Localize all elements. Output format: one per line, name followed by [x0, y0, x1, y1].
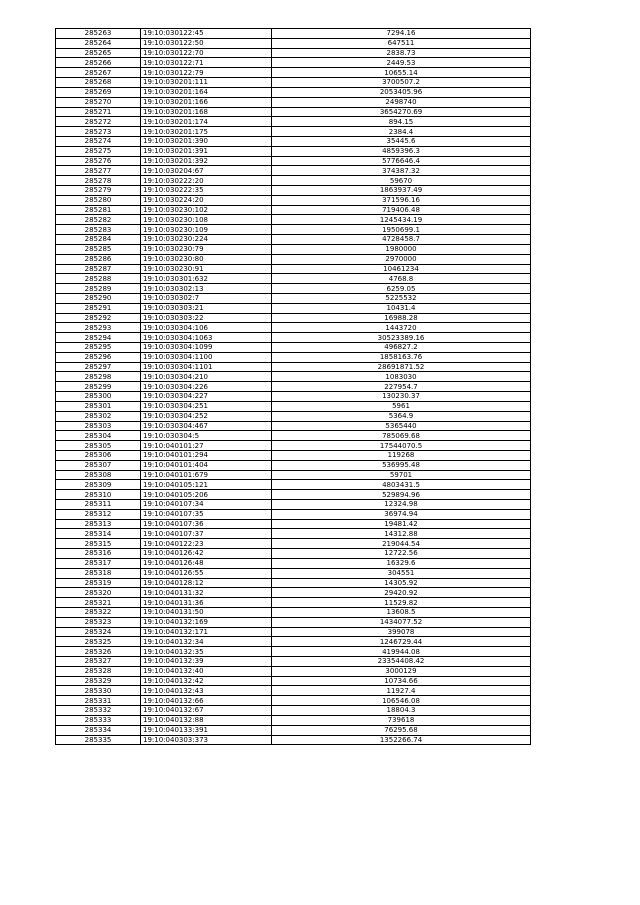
table-row — [56, 264, 531, 274]
table-row — [56, 156, 531, 166]
cadastral-number-cell: 19:10:040132:171 — [141, 627, 272, 637]
table-row — [56, 362, 531, 372]
cadastral-value-cell: 2053405.96 — [272, 87, 531, 97]
table-row — [56, 313, 531, 323]
cadastral-number-cell: 19:10:030222:35 — [141, 186, 272, 196]
row-number-cell: 285279 — [56, 186, 141, 196]
row-number-cell: 285280 — [56, 195, 141, 205]
row-number-cell: 285283 — [56, 225, 141, 235]
row-number-cell: 285295 — [56, 343, 141, 353]
cadastral-value-cell: 13608.5 — [272, 607, 531, 617]
row-number-cell: 285300 — [56, 392, 141, 402]
row-number-cell: 285270 — [56, 97, 141, 107]
table-row — [56, 539, 531, 549]
cadastral-number-cell: 19:10:040126:55 — [141, 568, 272, 578]
cadastral-value-cell: 16988.28 — [272, 313, 531, 323]
table-row — [56, 127, 531, 137]
table-row — [56, 293, 531, 303]
cadastral-value-cell: 219044.54 — [272, 539, 531, 549]
table-row — [56, 29, 531, 39]
row-number-cell: 285273 — [56, 127, 141, 137]
table-row — [56, 166, 531, 176]
row-number-cell: 285292 — [56, 313, 141, 323]
cadastral-number-cell: 19:10:040128:12 — [141, 578, 272, 588]
cadastral-number-cell: 19:10:040132:34 — [141, 637, 272, 647]
cadastral-number-cell: 19:10:030122:45 — [141, 29, 272, 39]
cadastral-number-cell: 19:10:040131:36 — [141, 598, 272, 608]
cadastral-value-cell: 10431.4 — [272, 303, 531, 313]
table-row — [56, 706, 531, 716]
cadastral-value-cell: 17544070.5 — [272, 441, 531, 451]
row-number-cell: 285276 — [56, 156, 141, 166]
cadastral-value-cell: 29420.92 — [272, 588, 531, 598]
row-number-cell: 285265 — [56, 48, 141, 58]
cadastral-number-cell: 19:10:030201:391 — [141, 146, 272, 156]
row-number-cell: 285316 — [56, 549, 141, 559]
cadastral-value-cell: 30523389.16 — [272, 333, 531, 343]
cadastral-value-cell: 10734.66 — [272, 676, 531, 686]
table-row — [56, 470, 531, 480]
cadastral-value-cell: 1980000 — [272, 244, 531, 254]
row-number-cell: 285301 — [56, 401, 141, 411]
table-row — [56, 450, 531, 460]
table-row — [56, 372, 531, 382]
cadastral-number-cell: 19:10:030122:79 — [141, 68, 272, 78]
cadastral-value-cell: 14305.92 — [272, 578, 531, 588]
row-number-cell: 285282 — [56, 215, 141, 225]
row-number-cell: 285308 — [56, 470, 141, 480]
cadastral-number-cell: 19:10:030201:164 — [141, 87, 272, 97]
cadastral-value-cell: 12324.98 — [272, 500, 531, 510]
cadastral-value-cell: 785069.68 — [272, 431, 531, 441]
cadastral-number-cell: 19:10:030201:175 — [141, 127, 272, 137]
row-number-cell: 285298 — [56, 372, 141, 382]
cadastral-number-cell: 19:10:030303:21 — [141, 303, 272, 313]
cadastral-value-cell: 2498740 — [272, 97, 531, 107]
cadastral-number-cell: 19:10:030304:252 — [141, 411, 272, 421]
cadastral-number-cell: 19:10:040101:27 — [141, 441, 272, 451]
table-row — [56, 97, 531, 107]
table-row — [56, 588, 531, 598]
table-row — [56, 58, 531, 68]
row-number-cell: 285296 — [56, 352, 141, 362]
cadastral-value-cell: 23354408.42 — [272, 657, 531, 667]
row-number-cell: 285274 — [56, 136, 141, 146]
table-row — [56, 647, 531, 657]
cadastral-value-cell: 10655.14 — [272, 68, 531, 78]
cadastral-number-cell: 19:10:040101:404 — [141, 460, 272, 470]
table-row — [56, 215, 531, 225]
table-row — [56, 431, 531, 441]
table-row — [56, 509, 531, 519]
row-number-cell: 285334 — [56, 725, 141, 735]
row-number-cell: 285272 — [56, 117, 141, 127]
cadastral-value-cell: 536995.48 — [272, 460, 531, 470]
table-row — [56, 441, 531, 451]
cadastral-value-cell: 399078 — [272, 627, 531, 637]
cadastral-number-cell: 19:10:030302:7 — [141, 293, 272, 303]
row-number-cell: 285326 — [56, 647, 141, 657]
cadastral-value-cell: 1083030 — [272, 372, 531, 382]
cadastral-value-cell: 12722.56 — [272, 549, 531, 559]
cadastral-value-cell: 1434077.52 — [272, 617, 531, 627]
table-row — [56, 578, 531, 588]
cadastral-value-cell: 739618 — [272, 715, 531, 725]
row-number-cell: 285287 — [56, 264, 141, 274]
cadastral-value-cell: 227954.7 — [272, 382, 531, 392]
cadastral-number-cell: 19:10:030122:70 — [141, 48, 272, 58]
cadastral-value-cell: 5225532 — [272, 293, 531, 303]
cadastral-number-cell: 19:10:030304:1063 — [141, 333, 272, 343]
cadastral-value-cell: 36974.94 — [272, 509, 531, 519]
cadastral-number-cell: 19:10:030304:210 — [141, 372, 272, 382]
cadastral-number-cell: 19:10:040303:373 — [141, 735, 272, 745]
cadastral-value-cell: 5365440 — [272, 421, 531, 431]
cadastral-value-cell: 1443720 — [272, 323, 531, 333]
cadastral-number-cell: 19:10:040132:67 — [141, 706, 272, 716]
table-row — [56, 411, 531, 421]
table-row — [56, 382, 531, 392]
cadastral-value-cell: 35445.6 — [272, 136, 531, 146]
cadastral-number-cell: 19:10:030304:251 — [141, 401, 272, 411]
table-row — [56, 87, 531, 97]
table-row — [56, 78, 531, 88]
cadastral-value-cell: 3654270.69 — [272, 107, 531, 117]
table-row — [56, 735, 531, 745]
cadastral-number-cell: 19:10:040107:35 — [141, 509, 272, 519]
table-row — [56, 696, 531, 706]
table-row — [56, 136, 531, 146]
row-number-cell: 285304 — [56, 431, 141, 441]
table-row — [56, 343, 531, 353]
table-row — [56, 401, 531, 411]
row-number-cell: 285284 — [56, 235, 141, 245]
row-number-cell: 285305 — [56, 441, 141, 451]
table-row — [56, 617, 531, 627]
row-number-cell: 285333 — [56, 715, 141, 725]
cadastral-value-cell: 371596.16 — [272, 195, 531, 205]
row-number-cell: 285297 — [56, 362, 141, 372]
row-number-cell: 285318 — [56, 568, 141, 578]
row-number-cell: 285315 — [56, 539, 141, 549]
cadastral-number-cell: 19:10:030304:1101 — [141, 362, 272, 372]
cadastral-number-cell: 19:10:040101:679 — [141, 470, 272, 480]
cadastral-value-cell: 28691871.52 — [272, 362, 531, 372]
row-number-cell: 285312 — [56, 509, 141, 519]
cadastral-number-cell: 19:10:040105:206 — [141, 490, 272, 500]
cadastral-value-cell: 130230.37 — [272, 392, 531, 402]
cadastral-value-cell: 647511 — [272, 38, 531, 48]
cadastral-number-cell: 19:10:030201:174 — [141, 117, 272, 127]
cadastral-number-cell: 19:10:030303:22 — [141, 313, 272, 323]
table-row — [56, 666, 531, 676]
cadastral-number-cell: 19:10:030304:106 — [141, 323, 272, 333]
table-row — [56, 715, 531, 725]
cadastral-number-cell: 19:10:030304:1099 — [141, 343, 272, 353]
table-row — [56, 627, 531, 637]
table-row — [56, 392, 531, 402]
table-row — [56, 117, 531, 127]
row-number-cell: 285321 — [56, 598, 141, 608]
row-number-cell: 285329 — [56, 676, 141, 686]
row-number-cell: 285290 — [56, 293, 141, 303]
cadastral-value-cell: 59670 — [272, 176, 531, 186]
cadastral-value-cell: 5364.9 — [272, 411, 531, 421]
cadastral-value-cell: 11529.82 — [272, 598, 531, 608]
table-row — [56, 352, 531, 362]
cadastral-value-cell: 419944.08 — [272, 647, 531, 657]
cadastral-number-cell: 19:10:040126:48 — [141, 558, 272, 568]
table-row — [56, 146, 531, 156]
row-number-cell: 285278 — [56, 176, 141, 186]
cadastral-value-cell: 7294.16 — [272, 29, 531, 39]
cadastral-value-cell: 19481.42 — [272, 519, 531, 529]
cadastral-number-cell: 19:10:040107:37 — [141, 529, 272, 539]
table-row — [56, 225, 531, 235]
cadastral-number-cell: 19:10:030304:226 — [141, 382, 272, 392]
cadastral-number-cell: 19:10:040132:88 — [141, 715, 272, 725]
cadastral-number-cell: 19:10:030304:467 — [141, 421, 272, 431]
cadastral-value-cell: 5961 — [272, 401, 531, 411]
cadastral-value-cell: 1863937.49 — [272, 186, 531, 196]
cadastral-number-cell: 19:10:030304:227 — [141, 392, 272, 402]
row-number-cell: 285325 — [56, 637, 141, 647]
table-row — [56, 235, 531, 245]
table-row — [56, 568, 531, 578]
cadastral-number-cell: 19:10:030222:20 — [141, 176, 272, 186]
row-number-cell: 285314 — [56, 529, 141, 539]
cadastral-value-cell: 3700507.2 — [272, 78, 531, 88]
cadastral-value-cell: 1950699.1 — [272, 225, 531, 235]
table-row — [56, 598, 531, 608]
cadastral-number-cell: 19:10:040131:50 — [141, 607, 272, 617]
table-row — [56, 500, 531, 510]
cadastral-value-cell: 106546.08 — [272, 696, 531, 706]
row-number-cell: 285277 — [56, 166, 141, 176]
cadastral-value-table — [55, 28, 531, 745]
row-number-cell: 285322 — [56, 607, 141, 617]
row-number-cell: 285327 — [56, 657, 141, 667]
cadastral-number-cell: 19:10:030230:80 — [141, 254, 272, 264]
cadastral-value-cell: 2384.4 — [272, 127, 531, 137]
row-number-cell: 285299 — [56, 382, 141, 392]
table-row — [56, 480, 531, 490]
cadastral-value-cell: 894.15 — [272, 117, 531, 127]
cadastral-number-cell: 19:10:030230:102 — [141, 205, 272, 215]
row-number-cell: 285289 — [56, 284, 141, 294]
cadastral-number-cell: 19:10:030201:390 — [141, 136, 272, 146]
cadastral-value-cell: 4768.8 — [272, 274, 531, 284]
cadastral-number-cell: 19:10:040132:66 — [141, 696, 272, 706]
table-row — [56, 421, 531, 431]
cadastral-value-cell: 11927.4 — [272, 686, 531, 696]
table-row — [56, 195, 531, 205]
table-row — [56, 186, 531, 196]
cadastral-number-cell: 19:10:030122:71 — [141, 58, 272, 68]
cadastral-number-cell: 19:10:030230:108 — [141, 215, 272, 225]
table-row — [56, 274, 531, 284]
row-number-cell: 285331 — [56, 696, 141, 706]
row-number-cell: 285317 — [56, 558, 141, 568]
row-number-cell: 285268 — [56, 78, 141, 88]
cadastral-value-cell: 719406.48 — [272, 205, 531, 215]
cadastral-number-cell: 19:10:040132:43 — [141, 686, 272, 696]
cadastral-value-cell: 2970000 — [272, 254, 531, 264]
row-number-cell: 285263 — [56, 29, 141, 39]
cadastral-number-cell: 19:10:040132:40 — [141, 666, 272, 676]
cadastral-value-cell: 18804.3 — [272, 706, 531, 716]
cadastral-number-cell: 19:10:030201:168 — [141, 107, 272, 117]
cadastral-value-cell: 374387.32 — [272, 166, 531, 176]
row-number-cell: 285319 — [56, 578, 141, 588]
table-row — [56, 48, 531, 58]
cadastral-value-cell: 304551 — [272, 568, 531, 578]
cadastral-value-cell: 5776646.4 — [272, 156, 531, 166]
row-number-cell: 285275 — [56, 146, 141, 156]
table-row — [56, 657, 531, 667]
row-number-cell: 285294 — [56, 333, 141, 343]
table-row — [56, 519, 531, 529]
cadastral-value-cell: 1245434.19 — [272, 215, 531, 225]
table-row — [56, 607, 531, 617]
table-body — [56, 29, 531, 745]
row-number-cell: 285324 — [56, 627, 141, 637]
row-number-cell: 285328 — [56, 666, 141, 676]
cadastral-number-cell: 19:10:030230:79 — [141, 244, 272, 254]
row-number-cell: 285266 — [56, 58, 141, 68]
cadastral-value-cell: 16329.6 — [272, 558, 531, 568]
table-row — [56, 333, 531, 343]
row-number-cell: 285307 — [56, 460, 141, 470]
table-row — [56, 244, 531, 254]
cadastral-number-cell: 19:10:030230:109 — [141, 225, 272, 235]
cadastral-value-cell: 4859396.3 — [272, 146, 531, 156]
table-row — [56, 323, 531, 333]
table-row — [56, 460, 531, 470]
cadastral-value-cell: 1858163.76 — [272, 352, 531, 362]
cadastral-value-cell: 1246729.44 — [272, 637, 531, 647]
cadastral-number-cell: 19:10:030230:91 — [141, 264, 272, 274]
table-row — [56, 68, 531, 78]
cadastral-value-cell: 4728458.7 — [272, 235, 531, 245]
cadastral-number-cell: 19:10:030302:13 — [141, 284, 272, 294]
cadastral-number-cell: 19:10:040101:294 — [141, 450, 272, 460]
table-row — [56, 529, 531, 539]
row-number-cell: 285293 — [56, 323, 141, 333]
cadastral-value-cell: 4803431.5 — [272, 480, 531, 490]
cadastral-value-cell: 14312.88 — [272, 529, 531, 539]
cadastral-value-cell: 3000129 — [272, 666, 531, 676]
table-row — [56, 637, 531, 647]
cadastral-number-cell: 19:10:030201:166 — [141, 97, 272, 107]
cadastral-number-cell: 19:10:040105:121 — [141, 480, 272, 490]
row-number-cell: 285310 — [56, 490, 141, 500]
cadastral-number-cell: 19:10:040132:35 — [141, 647, 272, 657]
cadastral-number-cell: 19:10:040132:169 — [141, 617, 272, 627]
row-number-cell: 285302 — [56, 411, 141, 421]
row-number-cell: 285309 — [56, 480, 141, 490]
row-number-cell: 285303 — [56, 421, 141, 431]
cadastral-number-cell: 19:10:030201:392 — [141, 156, 272, 166]
row-number-cell: 285313 — [56, 519, 141, 529]
cadastral-number-cell: 19:10:030224:20 — [141, 195, 272, 205]
cadastral-number-cell: 19:10:040133:391 — [141, 725, 272, 735]
table-row — [56, 490, 531, 500]
cadastral-number-cell: 19:10:040126:42 — [141, 549, 272, 559]
table-row — [56, 549, 531, 559]
row-number-cell: 285332 — [56, 706, 141, 716]
row-number-cell: 285330 — [56, 686, 141, 696]
cadastral-number-cell: 19:10:030304:5 — [141, 431, 272, 441]
cadastral-number-cell: 19:10:040107:36 — [141, 519, 272, 529]
table-row — [56, 303, 531, 313]
cadastral-value-cell: 76295.68 — [272, 725, 531, 735]
cadastral-number-cell: 19:10:040107:34 — [141, 500, 272, 510]
cadastral-value-cell: 10461234 — [272, 264, 531, 274]
row-number-cell: 285264 — [56, 38, 141, 48]
cadastral-number-cell: 19:10:030230:224 — [141, 235, 272, 245]
table-row — [56, 254, 531, 264]
table-row — [56, 205, 531, 215]
cadastral-number-cell: 19:10:040132:42 — [141, 676, 272, 686]
table-row — [56, 686, 531, 696]
row-number-cell: 285267 — [56, 68, 141, 78]
cadastral-value-cell: 59701 — [272, 470, 531, 480]
row-number-cell: 285281 — [56, 205, 141, 215]
table-row — [56, 676, 531, 686]
cadastral-number-cell: 19:10:030122:50 — [141, 38, 272, 48]
table-row — [56, 107, 531, 117]
row-number-cell: 285311 — [56, 500, 141, 510]
cadastral-value-cell: 119268 — [272, 450, 531, 460]
cadastral-number-cell: 19:10:030301:632 — [141, 274, 272, 284]
cadastral-value-cell: 1352266.74 — [272, 735, 531, 745]
row-number-cell: 285323 — [56, 617, 141, 627]
cadastral-value-cell: 496827.2 — [272, 343, 531, 353]
row-number-cell: 285269 — [56, 87, 141, 97]
cadastral-number-cell: 19:10:030204:67 — [141, 166, 272, 176]
row-number-cell: 285271 — [56, 107, 141, 117]
cadastral-number-cell: 19:10:040132:39 — [141, 657, 272, 667]
row-number-cell: 285291 — [56, 303, 141, 313]
table-row — [56, 38, 531, 48]
table-row — [56, 725, 531, 735]
cadastral-value-cell: 2838.73 — [272, 48, 531, 58]
cadastral-value-cell: 6259.05 — [272, 284, 531, 294]
row-number-cell: 285288 — [56, 274, 141, 284]
cadastral-number-cell: 19:10:040131:32 — [141, 588, 272, 598]
cadastral-number-cell: 19:10:030201:111 — [141, 78, 272, 88]
table-row — [56, 558, 531, 568]
cadastral-value-cell: 2449.53 — [272, 58, 531, 68]
table-row — [56, 284, 531, 294]
cadastral-number-cell: 19:10:030304:1100 — [141, 352, 272, 362]
row-number-cell: 285285 — [56, 244, 141, 254]
row-number-cell: 285335 — [56, 735, 141, 745]
row-number-cell: 285286 — [56, 254, 141, 264]
row-number-cell: 285306 — [56, 450, 141, 460]
row-number-cell: 285320 — [56, 588, 141, 598]
cadastral-number-cell: 19:10:040122:23 — [141, 539, 272, 549]
cadastral-value-cell: 529894.96 — [272, 490, 531, 500]
table-row — [56, 176, 531, 186]
